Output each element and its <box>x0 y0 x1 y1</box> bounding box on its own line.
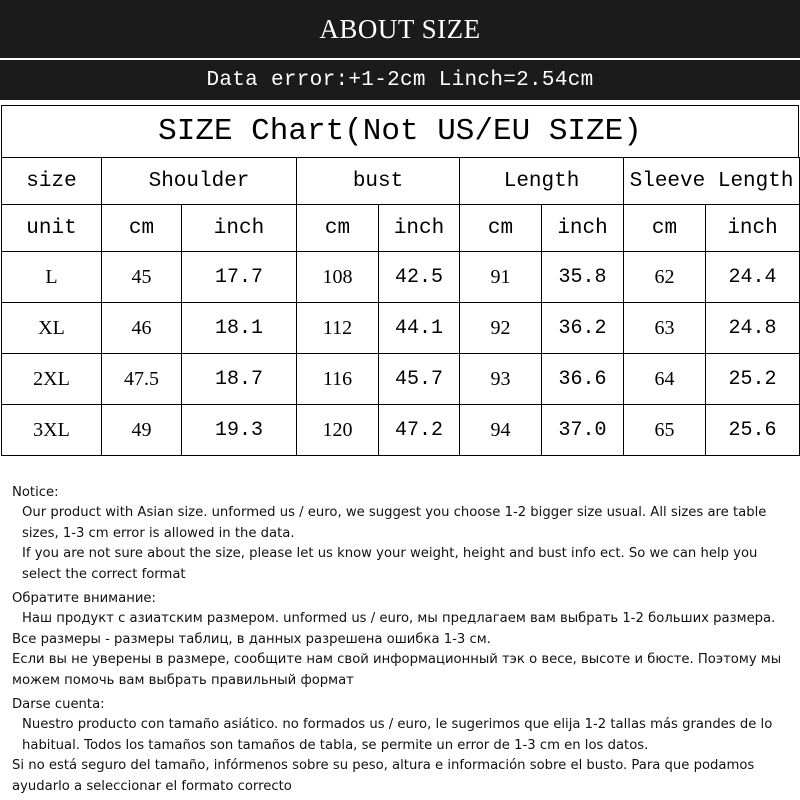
value-cell: 36.6 <box>542 354 624 405</box>
header-sleeve-length: Sleeve Length <box>624 158 800 205</box>
value-cell: 46 <box>102 303 182 354</box>
value-cell: 36.2 <box>542 303 624 354</box>
unit-cell: inch <box>542 205 624 252</box>
value-cell: 24.4 <box>706 252 800 303</box>
size-cell: L <box>2 252 102 303</box>
value-cell: 25.6 <box>706 405 800 456</box>
notice-heading-es: Darse cuenta: <box>12 697 105 713</box>
value-cell: 49 <box>102 405 182 456</box>
notice-paragraph: Все размеры - размеры таблиц, в данных разрешена ошибка 1-3 см. <box>12 631 491 647</box>
value-cell: 45.7 <box>379 354 460 405</box>
value-cell: 47.2 <box>379 405 460 456</box>
value-cell: 47.5 <box>102 354 182 405</box>
header-size: size <box>2 158 102 205</box>
value-cell: 35.8 <box>542 252 624 303</box>
data-error-banner <box>0 60 800 100</box>
value-cell: 37.0 <box>542 405 624 456</box>
value-cell: 44.1 <box>379 303 460 354</box>
unit-cell: inch <box>706 205 800 252</box>
value-cell: 116 <box>297 354 379 405</box>
notice-heading-en: Notice: <box>12 485 59 500</box>
value-cell: 18.7 <box>182 354 297 405</box>
value-cell: 17.7 <box>182 252 297 303</box>
unit-cell: cm <box>460 205 542 252</box>
table-row <box>2 354 800 405</box>
notice-paragraph: Si no está seguro del tamaño, infórmenos sobre su peso, altura e información sobre el busto. Para que podamos ayudarlo a seleccionar el formato correcto <box>12 758 755 794</box>
page-title: ABOUT SIZE <box>319 13 481 44</box>
value-cell: 25.2 <box>706 354 800 405</box>
value-cell: 91 <box>460 252 542 303</box>
value-cell: 93 <box>460 354 542 405</box>
table-unit-row <box>2 205 800 252</box>
value-cell: 63 <box>624 303 706 354</box>
table-row <box>2 303 800 354</box>
notice-paragraph: Наш продукт с азиатским размером. unformed us / euro, мы предлагаем вам выбрать 1-2 больших размера. <box>22 611 776 627</box>
value-cell: 64 <box>624 354 706 405</box>
value-cell: 19.3 <box>182 405 297 456</box>
notice-heading-ru: Обратите внимание: <box>12 591 156 607</box>
value-cell: 65 <box>624 405 706 456</box>
data-error-text: Data error:+1-2cm Linch=2.54cm <box>206 68 594 92</box>
unit-cell: cm <box>624 205 706 252</box>
table-header-row <box>2 158 800 205</box>
value-cell: 18.1 <box>182 303 297 354</box>
value-cell: 112 <box>297 303 379 354</box>
header-shoulder: Shoulder <box>102 158 297 205</box>
unit-cell: inch <box>182 205 297 252</box>
size-cell: 3XL <box>2 405 102 456</box>
unit-cell: inch <box>379 205 460 252</box>
value-cell: 92 <box>460 303 542 354</box>
notice-paragraph: Our product with Asian size. unformed us / euro, we suggest you choose 1-2 bigger size usual. All sizes are table sizes, 1-3 cm error is allowed in the data. <box>22 505 767 541</box>
notice-section <box>12 483 798 797</box>
unit-label: unit <box>2 205 102 252</box>
value-cell: 45 <box>102 252 182 303</box>
about-size-banner <box>0 0 800 58</box>
table-row <box>2 252 800 303</box>
notice-paragraph: If you are not sure about the size, please let us know your weight, height and bust info ect. So we can help you select the correct format <box>22 546 758 582</box>
value-cell: 94 <box>460 405 542 456</box>
value-cell: 62 <box>624 252 706 303</box>
size-table <box>1 157 800 456</box>
header-length: Length <box>460 158 624 205</box>
size-cell: 2XL <box>2 354 102 405</box>
size-cell: XL <box>2 303 102 354</box>
value-cell: 108 <box>297 252 379 303</box>
unit-cell: cm <box>297 205 379 252</box>
value-cell: 42.5 <box>379 252 460 303</box>
notice-paragraph: Если вы не уверены в размере, сообщите нам свой информационный тэк о весе, высоте и бюсте. Поэтому мы можем помочь вам выбрать правильный формат <box>12 652 782 688</box>
notice-paragraph: Nuestro producto con tamaño asiático. no formados us / euro, le sugerimos que elija 1-2 tallas más grandes de lo habitual. Todos los tamaños son tamaños de tabla, se permite un error de 1-3 cm en los datos. <box>22 717 773 753</box>
header-bust: bust <box>297 158 460 205</box>
value-cell: 24.8 <box>706 303 800 354</box>
value-cell: 120 <box>297 405 379 456</box>
size-chart-title: SIZE Chart(Not US/EU SIZE) <box>1 105 799 157</box>
unit-cell: cm <box>102 205 182 252</box>
table-row <box>2 405 800 456</box>
